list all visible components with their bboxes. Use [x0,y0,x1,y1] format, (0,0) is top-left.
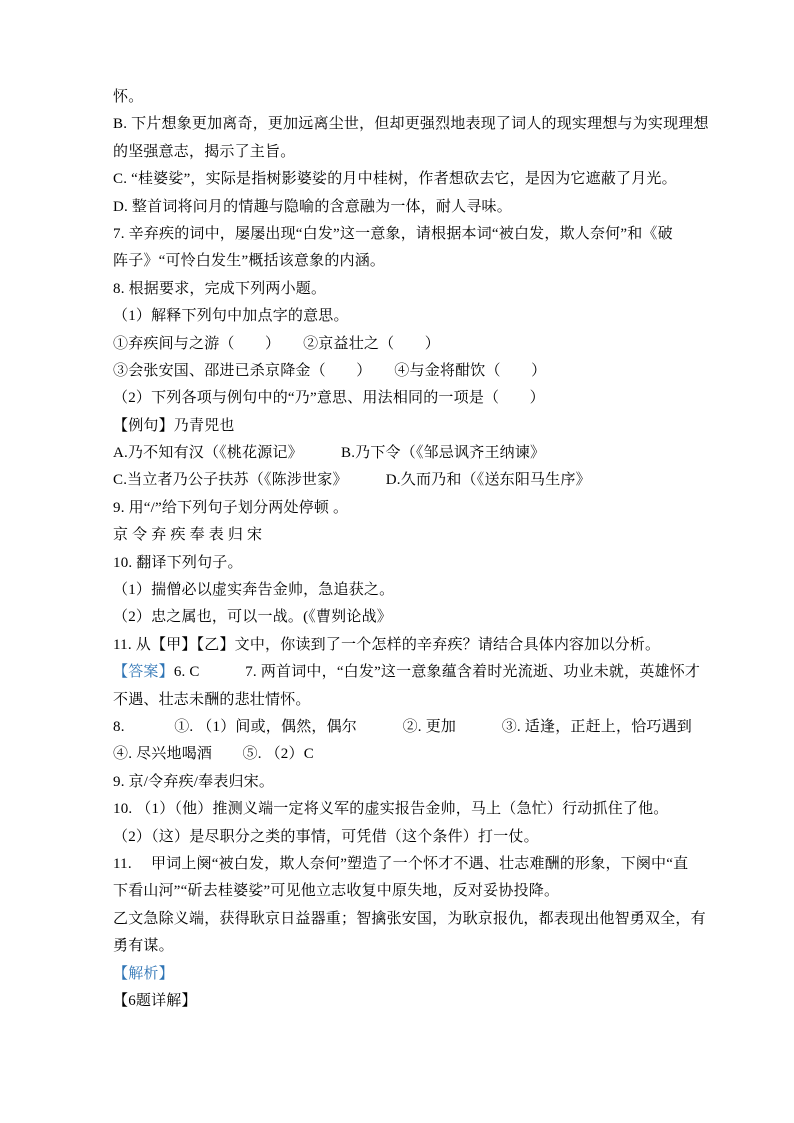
text-line [113,741,683,768]
text-segment: ①弃疾间与之游（ ） ②京益壮之（ ） [113,335,440,352]
text-line [113,467,683,494]
text-line [113,632,683,659]
accent-label: 【解析】 [113,965,174,982]
text-line [113,84,683,111]
text-segment: 8. 根据要求，完成下列两小题。 [113,280,327,297]
text-line [113,796,683,823]
text-segment: 9. 京/令弃疾/奉表归宋。 [113,773,275,790]
text-line [113,385,683,412]
text-segment: 11. 从【甲】【乙】文中，你读到了一个怎样的辛弃疾？请结合具体内容加以分析。 [113,636,661,653]
text-line [113,166,683,193]
accent-label: 【答案】 [113,664,174,681]
text-line [113,550,683,577]
text-segment: 勇有谋。 [113,938,174,955]
text-segment: D. 整首词将问月的情趣与隐喻的含意融为一体，耐人寻味。 [113,198,512,215]
text-segment: 京 令 弃 疾 奉 表 归 宋 [113,527,263,544]
text-segment: （2）忠之属也，可以一战。(《曹刿论战》 [113,609,392,626]
text-line [113,769,683,796]
text-line [113,358,683,385]
text-line [113,440,683,467]
text-line [113,495,683,522]
text-line [113,577,683,604]
text-segment: （2）（这）是尽职分之类的事情，可凭借（这个条件）打一仗。 [113,828,539,845]
text-line [113,851,689,878]
text-segment: 11. 甲词上阕“被白发，欺人奈何”塑造了一个怀才不遇、壮志难酬的形象，下阕中“直 [113,855,689,872]
text-line [113,194,683,221]
text-line [113,248,683,275]
text-line [113,303,683,330]
text-segment: C. “桂婆娑”，实际是指树影婆娑的月中桂树，作者想砍去它，是因为它遮蔽了月光。 [113,171,677,188]
text-line [113,139,683,166]
text-line [113,988,683,1015]
text-line [113,413,683,440]
text-line [113,276,683,303]
text-line [113,604,683,631]
text-line [113,906,706,933]
text-line [113,331,683,358]
text-segment: 7. 辛弃疾的词中，屡屡出现“白发”这一意象，请根据本词“被白发，欺人奈何”和《破 [113,225,673,242]
text-segment: A.乃不知有汉（《桃花源记》 B.乃下令（《邹忌讽齐王纳谏》 [113,445,546,462]
text-segment: （2）下列各项与例句中的“乃”意思、用法相同的一项是（ ） [113,390,545,407]
text-segment: C.当立者乃公子扶苏（《陈涉世家》 D.久而乃和（《送东阳马生序》 [113,472,591,489]
text-segment: 10. （1）（他）推测义端一定将义军的虚实报告金帅，马上（急忙）行动抓住了他。 [113,801,669,818]
text-segment: 【例句】乃青兕也 [113,417,235,434]
text-segment: 不遇、壮志未酬的悲壮情怀。 [113,691,311,708]
text-line [113,824,683,851]
text-segment: 乙文急除义端，获得耿京日益器重；智擒张安国，为耿京报仇，都表现出他智勇双全，有 [113,910,706,927]
text-segment: ④. 尽兴地喝酒 ⑤. （2）C [113,746,314,763]
text-line [113,961,683,988]
text-line [113,878,683,905]
text-segment: 【6题详解】 [113,992,197,1009]
text-line [113,687,683,714]
text-line [113,659,701,686]
text-segment: 8. ①. （1）间或，偶然，偶尔 ②. 更加 ③. 适逢，正赶上，恰巧遇到 [113,718,693,735]
text-line [113,221,683,248]
document-body [113,84,709,1015]
text-segment: 下看山河”“斫去桂婆娑”可见他立志收复中原失地，反对妥协投降。 [113,883,560,900]
text-segment: 阵子》“可怜白发生”概括该意象的内涵。 [113,253,386,270]
text-segment: 6. C 7. 两首词中，“白发”这一意象蕴含着时光流逝、功业未就，英雄怀才 [173,664,701,681]
text-segment: （1）揣僧必以虚实奔告金帅，急追获之。 [113,582,395,599]
text-segment: ③会张安国、邵进已杀京降金（ ） ④与金将酣饮（ ） [113,362,547,379]
text-line [113,933,683,960]
text-segment: B. 下片想象更加离奇，更加远离尘世，但却更强烈地表现了词人的现实理想与为实现理想 [113,116,709,133]
text-segment: （1）解释下列句中加点字的意思。 [113,308,349,325]
text-segment: 9. 用“/”给下列句子划分两处停顿 。 [113,499,349,516]
text-line [113,714,693,741]
text-line [113,111,709,138]
text-segment: 10. 翻译下列句子。 [113,554,243,571]
text-segment: 的坚强意志，揭示了主旨。 [113,143,296,160]
text-line [113,522,683,549]
text-segment: 怀。 [113,89,144,105]
